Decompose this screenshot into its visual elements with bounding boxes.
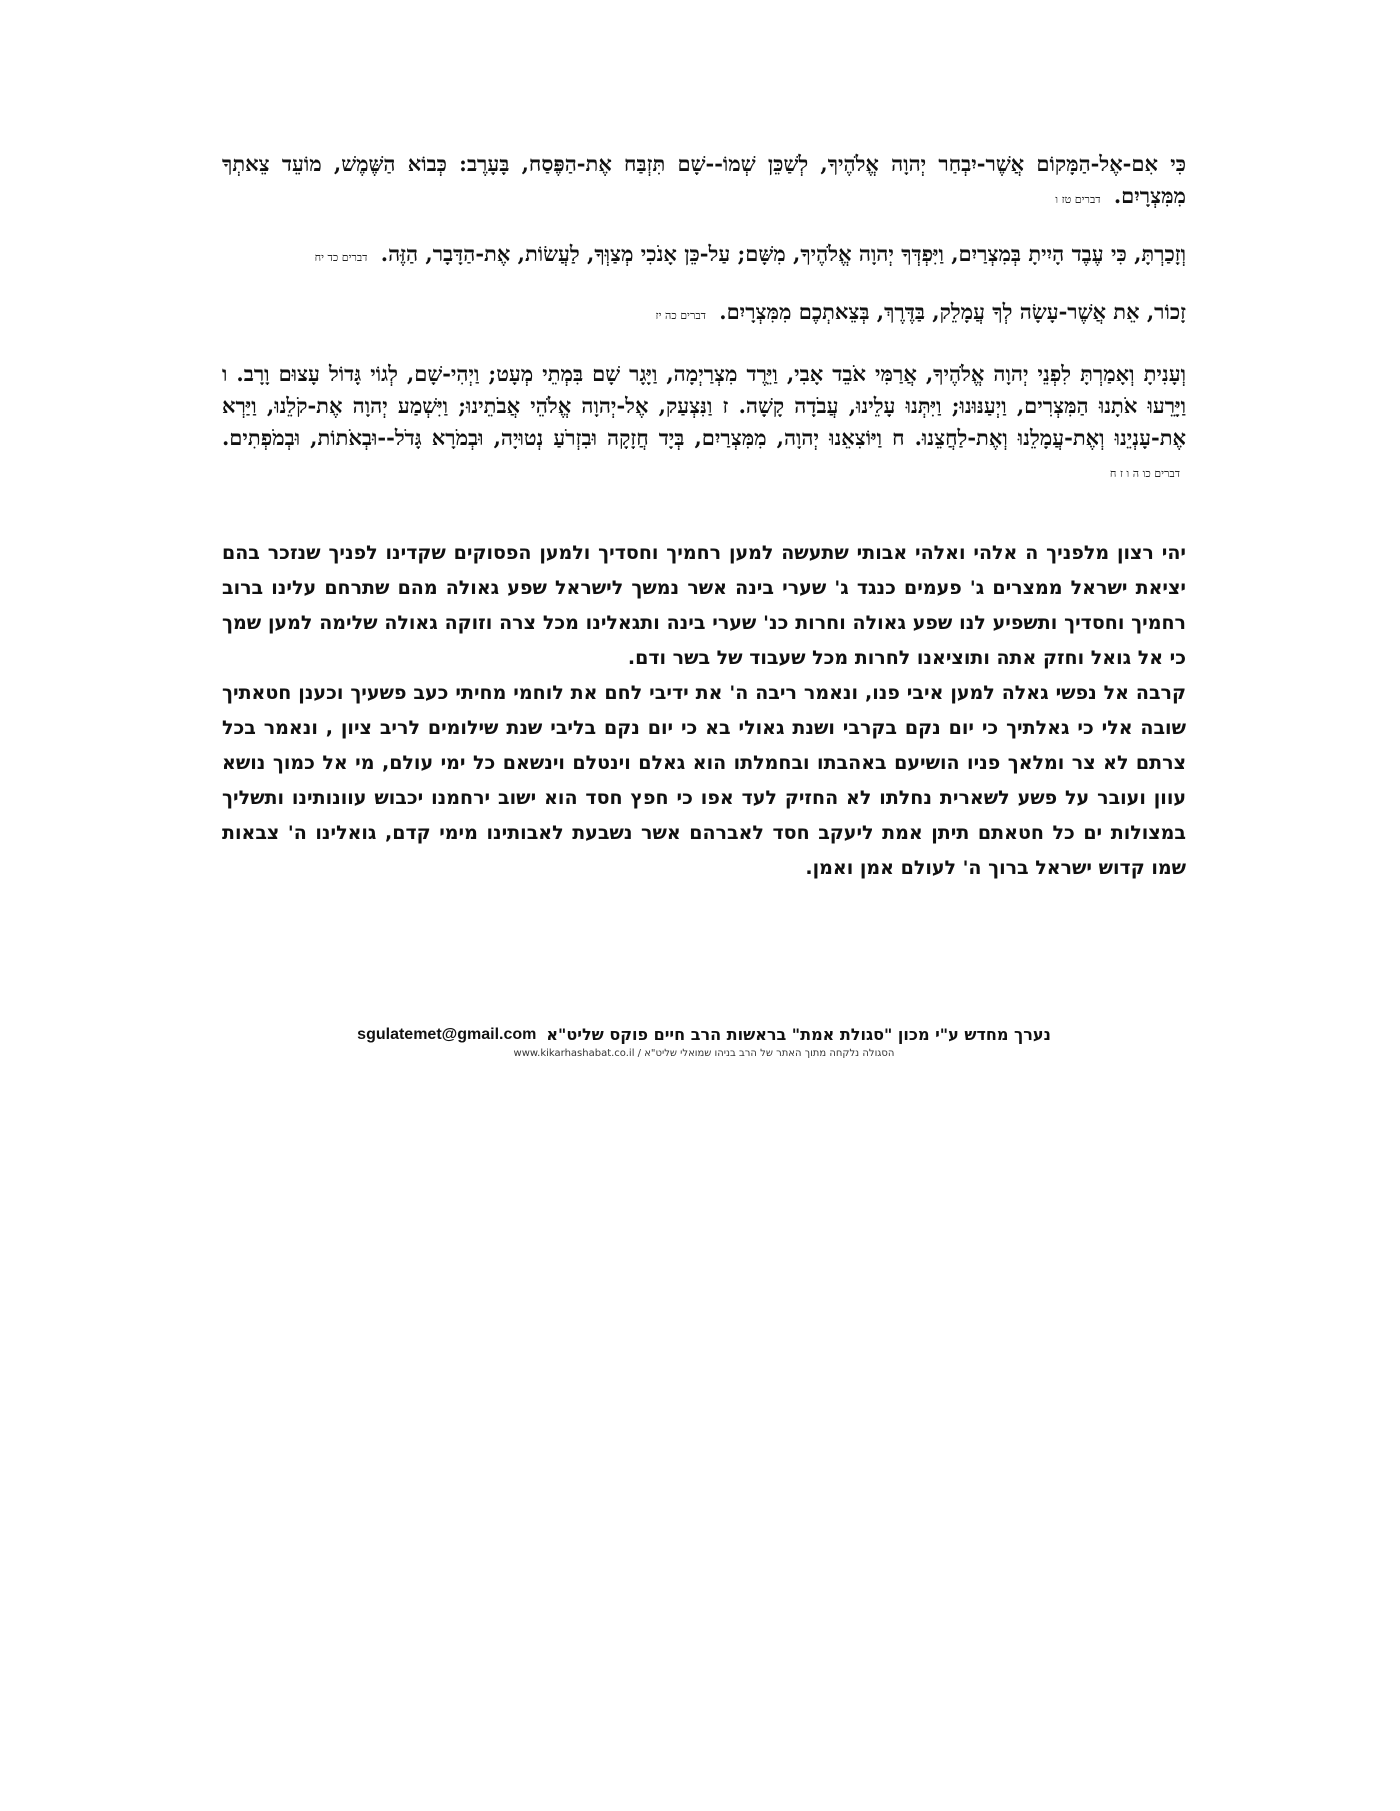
prayer-paragraph-1: יהי רצון מלפניך ה אלהי ואלהי אבותי שתעשה למען רחמיך וחסדיך ולמען הפסוקים שקדינו לפניך שנזכר בהם יציאת ישראל ממצרים ג' פעמים כנגד ג' שערי בינה אשר נמשך לישראל שפע גאולה מהם שתרחם עלינו ברוב רחמיך וחסדיך ותשפיע לנו שפע גאולה וחרות כנ' שערי בינה ותגאלינו מכל צרה וזוקה גאולה שלימה למען שמך כי אל גואל וחזק אתה ותוציאנו לחרות מכל שעבוד של בשר ודם. <box>222 542 1186 669</box>
credits-footer <box>222 1024 1186 1062</box>
verse-1 <box>222 148 1186 216</box>
verse-1-source: דברים טז ו <box>1055 193 1101 206</box>
verse-3-text: זָכוֹר, אֵת אֲשֶׁר-עָשָׂה לְךָ עֲמָלֵק, בַּדֶּרֶךְ, בְּצֵאתְכֶם מִמִּצְרָיִם. <box>719 299 1186 324</box>
credit-source-text: הסגולה נלקחה מתוך האתר של הרב בניהו שמואלי שליט"א / <box>637 1048 895 1059</box>
prayer-paragraph-2: קרבה אל נפשי גאלה למען איבי פנו, ונאמר ריבה ה' את ידיבי לחם את לוחמי מחיתי כעב פשעיך וכענן חטאתיך שובה אלי כי גאלתיך כי יום נקם בקרבי ושנת גאולי בא כי יום נקם בליבי שנת שילומים לריב ציון , ונאמר בכל צרתם לא צר ומלאך פניו הושיעם באהבתו ובחמלתו הוא גאלם וינטלם וינשאם כל ימי עולם, מי אל כמוך נושא עוון ועובר על פשע לשארית נחלתו לא החזיק לעד אפו כי חפץ חסד הוא ישוב ירחמנו יכבוש עוונותינו ותשליך במצולות ים כל חטאתם תיתן אמת ליעקב חסד לאברהם אשר נשבעת לאבותינו מימי קדם, גואלינו ה' צבאות שמו קדוש ישראל ברוך ה' לעולם אמן ואמן. <box>222 682 1186 879</box>
verse-3-source: דברים כה יז <box>655 309 706 322</box>
verse-4-source: דברים כו ה ו ז ח <box>1109 467 1180 480</box>
verse-4 <box>222 358 1186 490</box>
credit-source-line <box>222 1046 1186 1062</box>
verse-1-text: כִּי אִם-אֶל-הַמָּקוֹם אֲשֶׁר-יִבְחַר יְהוָה אֱלֹהֶיךָ, לְשַׁכֵּן שְׁמוֹ--שָׁם תִּזְבַּח אֶת-הַפֶּסַח, בָּעָרֶב: כְּבוֹא הַשֶּׁמֶשׁ, מוֹעֵד צֵאתְךָ מִמִּצְרָיִם. <box>222 151 1186 208</box>
credit-text: נערך מחדש ע"י מכון "סגולת אמת" בראשות הרב חיים פוקס שליט"א <box>546 1025 1051 1044</box>
verse-4-text: וְעָנִיתָ וְאָמַרְתָּ לִפְנֵי יְהוָה אֱלֹהֶיךָ, אֲרַמִּי אֹבֵד אָבִי, וַיֵּרֶד מִצְרַיְמָה, וַיָּגָר שָׁם בִּמְתֵי מְעָט; וַיְהִי-שָׁם, לְגוֹי גָּדוֹל עָצוּם וָרָב. ו וַיָּרֵעוּ אֹתָנוּ הַמִּצְרִים, וַיְעַנּוּנוּ; וַיִּתְּנוּ עָלֵינוּ, עֲבֹדָה קָשָׁה. ז וַנִּצְעַק, אֶל-יְהוָה אֱלֹהֵי אֲבֹתֵינוּ; וַיִּשְׁמַע יְהוָה אֶת-קֹלֵנוּ, וַיַּרְא אֶת-עָנְיֵנוּ וְאֶת-עֲמָלֵנוּ וְאֶת-לַחֲצֵנוּ. ח וַיּוֹצִאֵנוּ יְהוָה, מִמִּצְרַיִם, בְּיָד חֲזָקָה וּבִזְרֹעַ נְטוּיָה, וּבְמֹרָא גָּדֹל--וּבְאֹתוֹת, וּבְמֹפְתִים. <box>222 361 1186 450</box>
verse-2-text: וְזָכַרְתָּ, כִּי עֶבֶד הָיִיתָ בְּמִצְרַיִם, וַיִּפְדְּךָ יְהוָה אֱלֹהֶיךָ, מִשָּׁם; עַל-כֵּן אָנֹכִי מְצַוְּךָ, לַעֲשׂוֹת, אֶת-הַדָּבָר, הַזֶּה. <box>380 241 1186 266</box>
credit-source-url[interactable]: www.kikarhashabat.co.il <box>513 1048 635 1059</box>
document-body <box>222 148 1186 886</box>
verse-3 <box>222 296 1186 332</box>
verse-2-source: דברים כד יח <box>314 251 368 264</box>
credit-email[interactable]: sgulatemet@gmail.com <box>357 1026 537 1043</box>
verse-2 <box>222 238 1186 274</box>
credit-line <box>357 1024 1051 1046</box>
prayer-block <box>222 536 1186 886</box>
